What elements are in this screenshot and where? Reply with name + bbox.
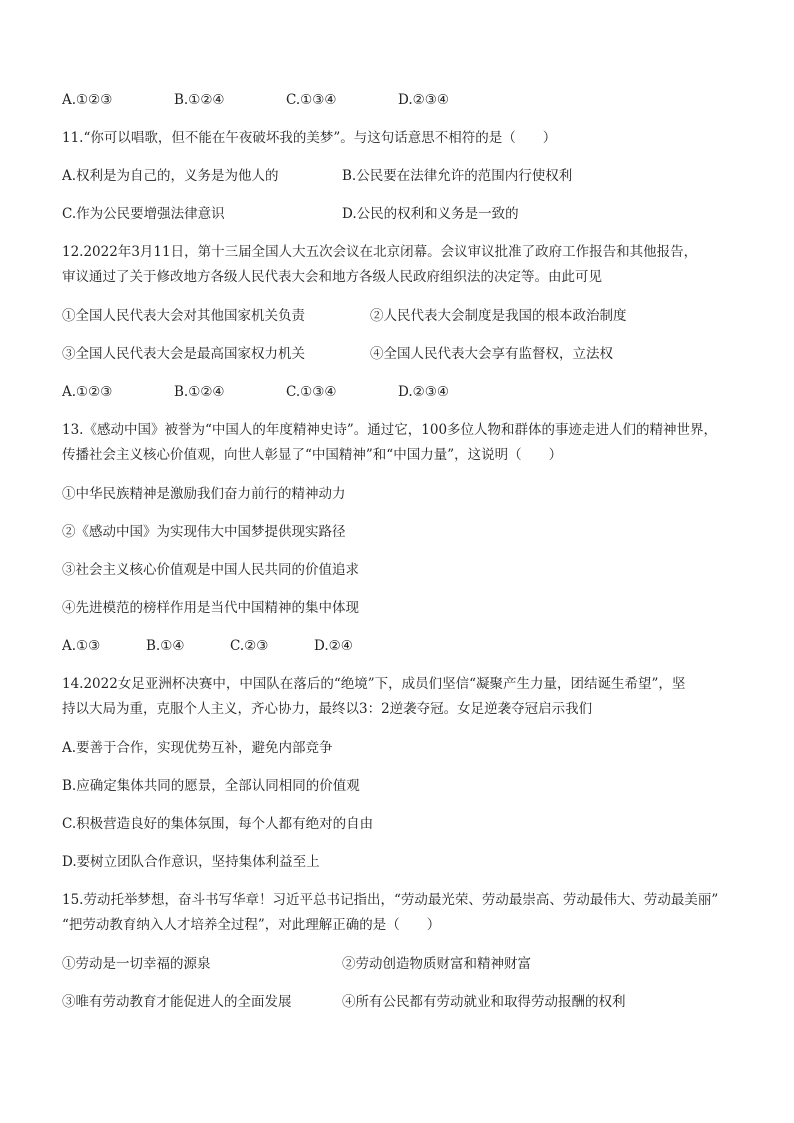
q13-statement-4: ④先进模范的榜样作用是当代中国精神的集中体现 [62,600,359,616]
q12-stem-line2: 审议通过了关于修改地方各级人民代表大会和地方各级人民政府组织法的决定等。由此可见 [62,269,602,285]
q12-option-a: A.①②③ [62,384,113,400]
q14-stem-line2: 持以大局为重，克服个人主义，齐心协力，最终以3：2逆袭夺冠。女足逆袭夺冠启示我们 [62,701,593,717]
q10-option-b: B.①②④ [174,92,225,108]
q12-option-c: C.①③④ [286,384,337,400]
q14-option-a: A.要善于合作，实现优势互补，避免内部竞争 [62,740,333,756]
q13-statement-3: ③社会主义核心价值观是中国人民共同的价值追求 [62,562,359,578]
q13-statement-2: ②《感动中国》为实现伟大中国梦提供现实路径 [62,524,346,540]
q14-stem-line1: 14.2022女足亚洲杯决赛中，中国队在落后的“绝境”下，成员们坚信“凝聚产生力量，团结诞生希望”，坚 [62,676,686,692]
q13-stem-line1: 13.《感动中国》被誉为“中国人的年度精神史诗”。通过它，100多位人物和群体的事迹走进人们的精神世界， [62,422,718,438]
q10-option-d: D.②③④ [398,92,449,108]
q11-option-c: C.作为公民要增强法律意识 [62,206,225,222]
q14-option-b: B.应确定集体共同的愿景，全部认同相同的价值观 [62,778,360,794]
q11-option-d: D.公民的权利和义务是一致的 [342,206,519,222]
q11-option-a: A.权利是为自己的，义务是为他人的 [62,168,279,184]
q12-option-d: D.②③④ [398,384,449,400]
q13-option-a: A.①③ [62,638,101,654]
q12-statement-2: ②人民代表大会制度是我国的根本政治制度 [370,308,627,324]
q15-statement-3: ③唯有劳动教育才能促进人的全面发展 [62,994,292,1010]
q12-statement-4: ④全国人民代表大会享有监督权，立法权 [370,346,613,362]
q13-option-b: B.①④ [146,638,185,654]
q15-stem-line1: 15.劳动托举梦想，奋斗书写华章！习近平总书记指出，“劳动最光荣、劳动最崇高、劳动最伟大、劳动最美丽” [62,892,719,908]
q15-statement-4: ④所有公民都有劳动就业和取得劳动报酬的权利 [342,994,626,1010]
q12-option-b: B.①②④ [174,384,225,400]
q10-option-a: A.①②③ [62,92,113,108]
q10-option-c: C.①③④ [286,92,337,108]
q15-stem-line2: “把劳动教育纳入人才培养全过程”，对此理解正确的是（ ） [62,917,441,933]
q12-stem-line1: 12.2022年3月11日，第十三届全国人大五次会议在北京闭幕。会议审议批准了政府工作报告和其他报告， [62,244,698,260]
q13-stem-line2: 传播社会主义核心价值观，向世人彰显了“中国精神”和“中国力量”，这说明（ ） [62,447,563,463]
q11-option-b: B.公民要在法律允许的范围内行使权利 [342,168,573,184]
q14-option-c: C.积极营造良好的集体氛围，每个人都有绝对的自由 [62,816,374,832]
q13-option-d: D.②④ [314,638,353,654]
q12-statement-1: ①全国人民代表大会对其他国家机关负责 [62,308,305,324]
q14-option-d: D.要树立团队合作意识，坚持集体利益至上 [62,854,320,870]
q12-statement-3: ③全国人民代表大会是最高国家权力机关 [62,346,305,362]
q13-option-c: C.②③ [230,638,269,654]
q11-stem: 11.“你可以唱歌，但不能在午夜破坏我的美梦”。与这句话意思不相符的是（ ） [62,130,557,146]
q15-statement-2: ②劳动创造物质财富和精神财富 [342,956,531,972]
q13-statement-1: ①中华民族精神是激励我们奋力前行的精神动力 [62,486,346,502]
q15-statement-1: ①劳动是一切幸福的源泉 [62,956,211,972]
